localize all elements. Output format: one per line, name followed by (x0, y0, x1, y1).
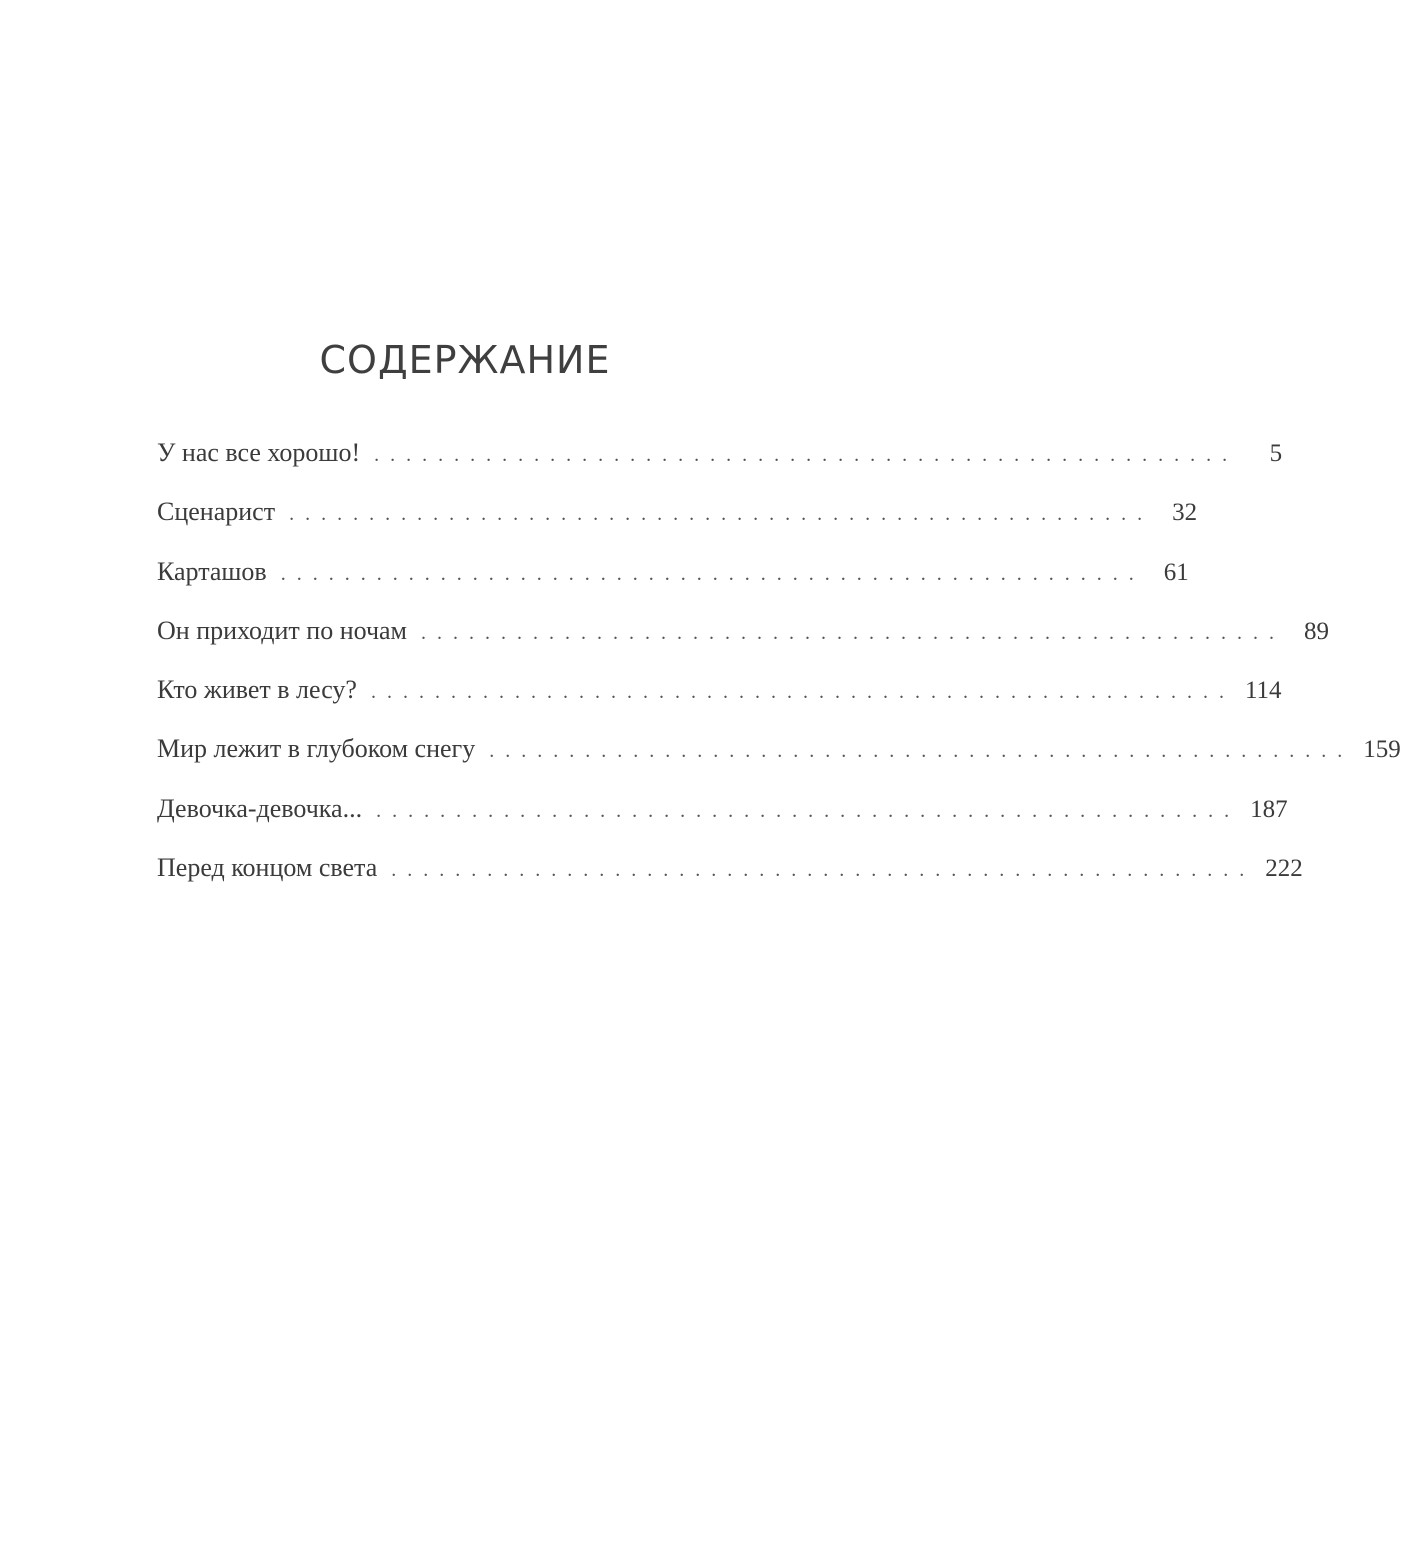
toc-entry (157, 729, 1401, 788)
toc-entry-title: Он приходит по ночам (157, 615, 408, 645)
dot-leader: ...................................................... (280, 562, 1145, 585)
toc-entry-title: У нас все хорошо! (157, 438, 361, 467)
toc-entry (157, 789, 1288, 848)
toc-entry (157, 670, 1282, 729)
toc-entry-page: 89 (1304, 617, 1330, 645)
toc-entry-title: Мир лежит в глубоком снегу (157, 734, 476, 764)
toc-entry-page: 32 (1172, 499, 1198, 527)
toc-entry-page: 114 (1244, 677, 1282, 705)
toc-entry-page: 159 (1363, 736, 1401, 764)
table-of-contents (157, 433, 1401, 907)
toc-entry-title: Девочка-девочка... (157, 793, 363, 823)
dot-leader: ...................................................... (374, 444, 1239, 466)
toc-entry (157, 492, 1198, 551)
toc-entry-page: 5 (1269, 440, 1283, 467)
toc-entry (157, 848, 1303, 907)
toc-entry (157, 552, 1189, 611)
toc-entry-title: Перед концом света (157, 853, 378, 883)
toc-entry-title: Кто живет в лесу? (157, 675, 357, 705)
toc-entry-title: Сценарист (157, 497, 276, 527)
toc-entry-title: Карташов (157, 556, 267, 586)
toc-entry-page: 187 (1250, 795, 1288, 823)
dot-leader: ...................................................... (370, 681, 1235, 704)
dot-leader: ...................................................... (421, 621, 1286, 644)
dot-leader: ...................................................... (289, 503, 1154, 526)
toc-entry (157, 433, 1283, 492)
dot-leader: ...................................................... (391, 859, 1256, 882)
toc-entry-page: 222 (1265, 855, 1303, 883)
page-title: СОДЕРЖАНИЕ (319, 338, 611, 382)
dot-leader: ...................................................... (376, 799, 1241, 822)
toc-entry-page: 61 (1163, 558, 1189, 586)
dot-leader: ...................................................... (489, 740, 1354, 763)
toc-entry (157, 611, 1330, 670)
